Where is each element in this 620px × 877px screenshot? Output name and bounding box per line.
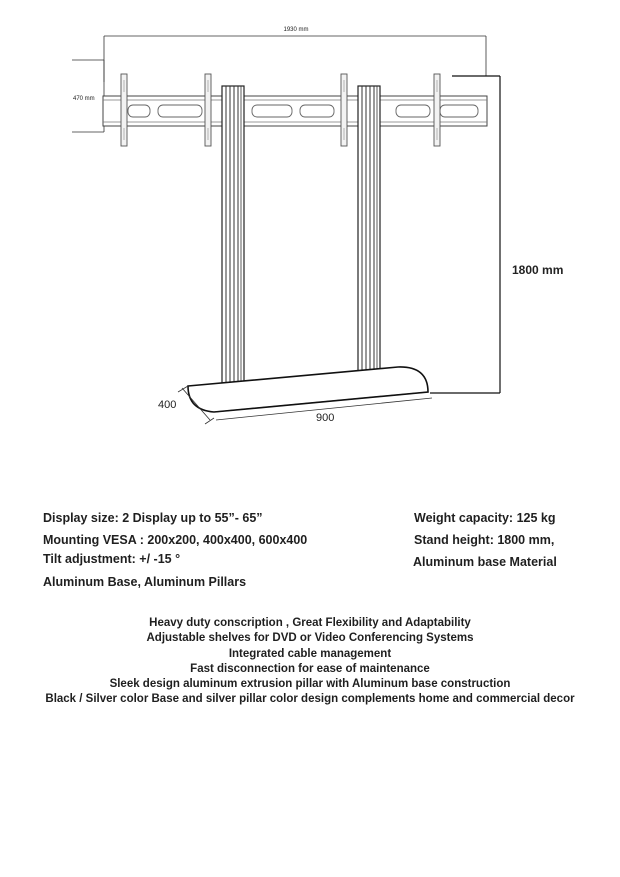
spec-weight-capacity: Weight capacity: 125 kg bbox=[414, 511, 556, 525]
mounting-bar bbox=[103, 96, 487, 126]
width-dimension bbox=[104, 36, 486, 82]
bracket-height-label: 470 mm bbox=[73, 96, 95, 102]
feature-list bbox=[0, 616, 620, 708]
feature-sleek-design: Sleek design aluminum extrusion pillar with Aluminum base construction bbox=[109, 678, 511, 691]
left-pillar bbox=[222, 86, 244, 390]
right-pillar bbox=[358, 86, 380, 388]
spec-base-material: Aluminum base Material bbox=[413, 555, 557, 569]
feature-adjustable-shelves: Adjustable shelves for DVD or Video Conferencing Systems bbox=[146, 632, 474, 645]
spec-mounting-vesa: Mounting VESA : 200x200, 400x400, 600x400 bbox=[43, 533, 308, 547]
spec-tilt-adjustment: Tilt adjustment: +/ -15 ° bbox=[43, 552, 181, 566]
spec-stand-height: Stand height: 1800 mm, bbox=[414, 533, 555, 547]
spec-display-size: Display size: 2 Display up to 55”- 65” bbox=[43, 511, 263, 525]
feature-heavy-duty: Heavy duty conscription , Great Flexibility and Adaptability bbox=[149, 617, 471, 629]
feature-cable-management: Integrated cable management bbox=[228, 647, 392, 660]
spec-base-pillars: Aluminum Base, Aluminum Pillars bbox=[43, 575, 247, 589]
base-width-label: 900 bbox=[316, 412, 335, 424]
stand-height-label: 1800 mm bbox=[512, 263, 564, 277]
feature-fast-disconnection: Fast disconnection for ease of maintenance bbox=[190, 662, 430, 675]
feature-color-design: Black / Silver color Base and silver pillar color design complements home and commercial decor bbox=[45, 693, 575, 706]
width-dimension-label: 1930 mm bbox=[283, 27, 309, 33]
base-depth-label: 400 bbox=[158, 399, 177, 411]
